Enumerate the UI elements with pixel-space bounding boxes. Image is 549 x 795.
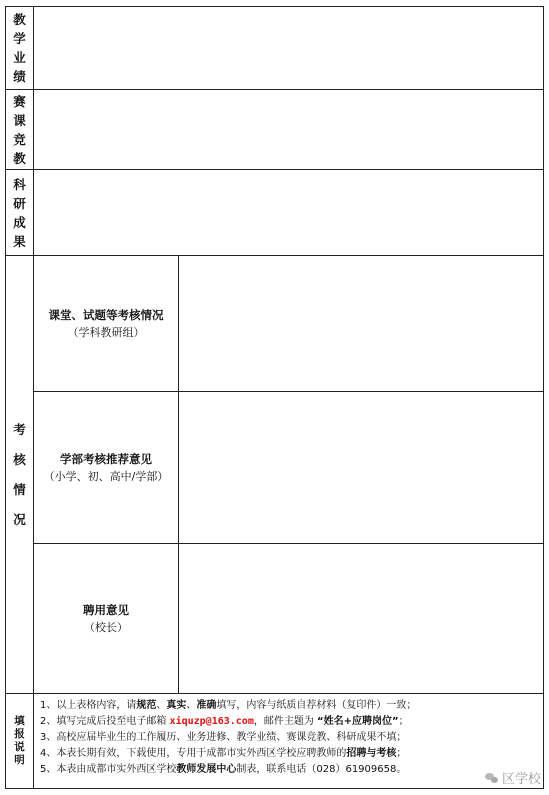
note-emphasis: 教师发展中心 (176, 764, 237, 775)
note-emphasis: 准确 (196, 700, 217, 711)
teaching-row (6, 7, 543, 90)
research-label-cell (6, 170, 34, 255)
assessment-item (34, 544, 543, 694)
note-line (40, 714, 537, 730)
contest-row (6, 90, 543, 170)
assessment-item (34, 256, 543, 392)
teaching-content[interactable] (34, 7, 543, 89)
assessment-item-label (34, 544, 179, 694)
note-line (40, 746, 537, 762)
note-emphasis: 招聘与考核 (346, 748, 397, 759)
contest-label-cell (6, 90, 34, 169)
note-text: 5、本表由成都市实外西区学校 (40, 764, 177, 775)
note-text: 4、本表长期有效，下载使用，专用于成都市实外西区学校应聘教师的 (40, 748, 347, 759)
note-text: 、 (186, 700, 197, 711)
contest-content[interactable] (34, 90, 543, 169)
note-text: 2、填写完成后投至电子邮箱 (40, 716, 170, 727)
assessment-label-cell (6, 256, 34, 693)
assessment-item-note: （学科教研组） (67, 325, 145, 339)
watermark (485, 768, 541, 787)
note-text: 制表，联系电话（028）61909658。 (236, 764, 407, 775)
note-emphasis: 真实 (166, 700, 187, 711)
note-text: ； (396, 748, 407, 759)
assessment-item (34, 392, 543, 544)
research-label: 科研成果 (13, 176, 26, 249)
note-text: ； (398, 716, 409, 727)
research-row (6, 170, 543, 256)
watermark-text: 区学校 (501, 772, 541, 787)
assessment-item-title: 课堂、试题等考核情况 (48, 307, 164, 322)
assessment-item-title: 聘用意见 (83, 603, 129, 617)
notes-content (34, 694, 543, 788)
note-text: 1、以上表格内容，请 (40, 700, 137, 711)
note-text: 3、高校应届毕业生的工作履历、业务进修、教学业绩、赛课竞教、科研成果不填； (40, 732, 407, 743)
wechat-icon (485, 773, 499, 783)
teaching-label: 教学业绩 (13, 12, 26, 84)
note-line (40, 730, 537, 746)
note-emphasis: “姓名+应聘岗位” (317, 716, 399, 727)
note-text: 填写，内容与纸质自荐材料（复印件）一致； (216, 700, 417, 711)
notes-row (6, 694, 543, 788)
note-text: 、 (156, 700, 167, 711)
teaching-label-cell (6, 7, 34, 89)
assessment-item-label (34, 256, 179, 391)
notes-label: 填报说明 (14, 715, 25, 766)
notes-label-cell (6, 694, 34, 788)
assessment-item-label (34, 392, 179, 543)
contest-label: 赛课竞教 (13, 93, 26, 166)
assessment-label: 考核情况 (13, 421, 26, 527)
assessment-item-title: 学部考核推荐意见 (60, 451, 152, 466)
form-table (5, 6, 544, 789)
note-emphasis: 规范 (136, 700, 157, 711)
research-content[interactable] (34, 170, 543, 255)
assessment-item-note: （校长） (84, 621, 128, 634)
note-line (40, 762, 537, 778)
note-line (40, 698, 537, 714)
email-link[interactable]: xiquzp@163.com (169, 716, 254, 727)
note-text: ，邮件主题为 (253, 716, 318, 727)
assessment-row (6, 256, 543, 694)
assessment-item-note: （小学、初、高中/学部） (43, 469, 169, 483)
